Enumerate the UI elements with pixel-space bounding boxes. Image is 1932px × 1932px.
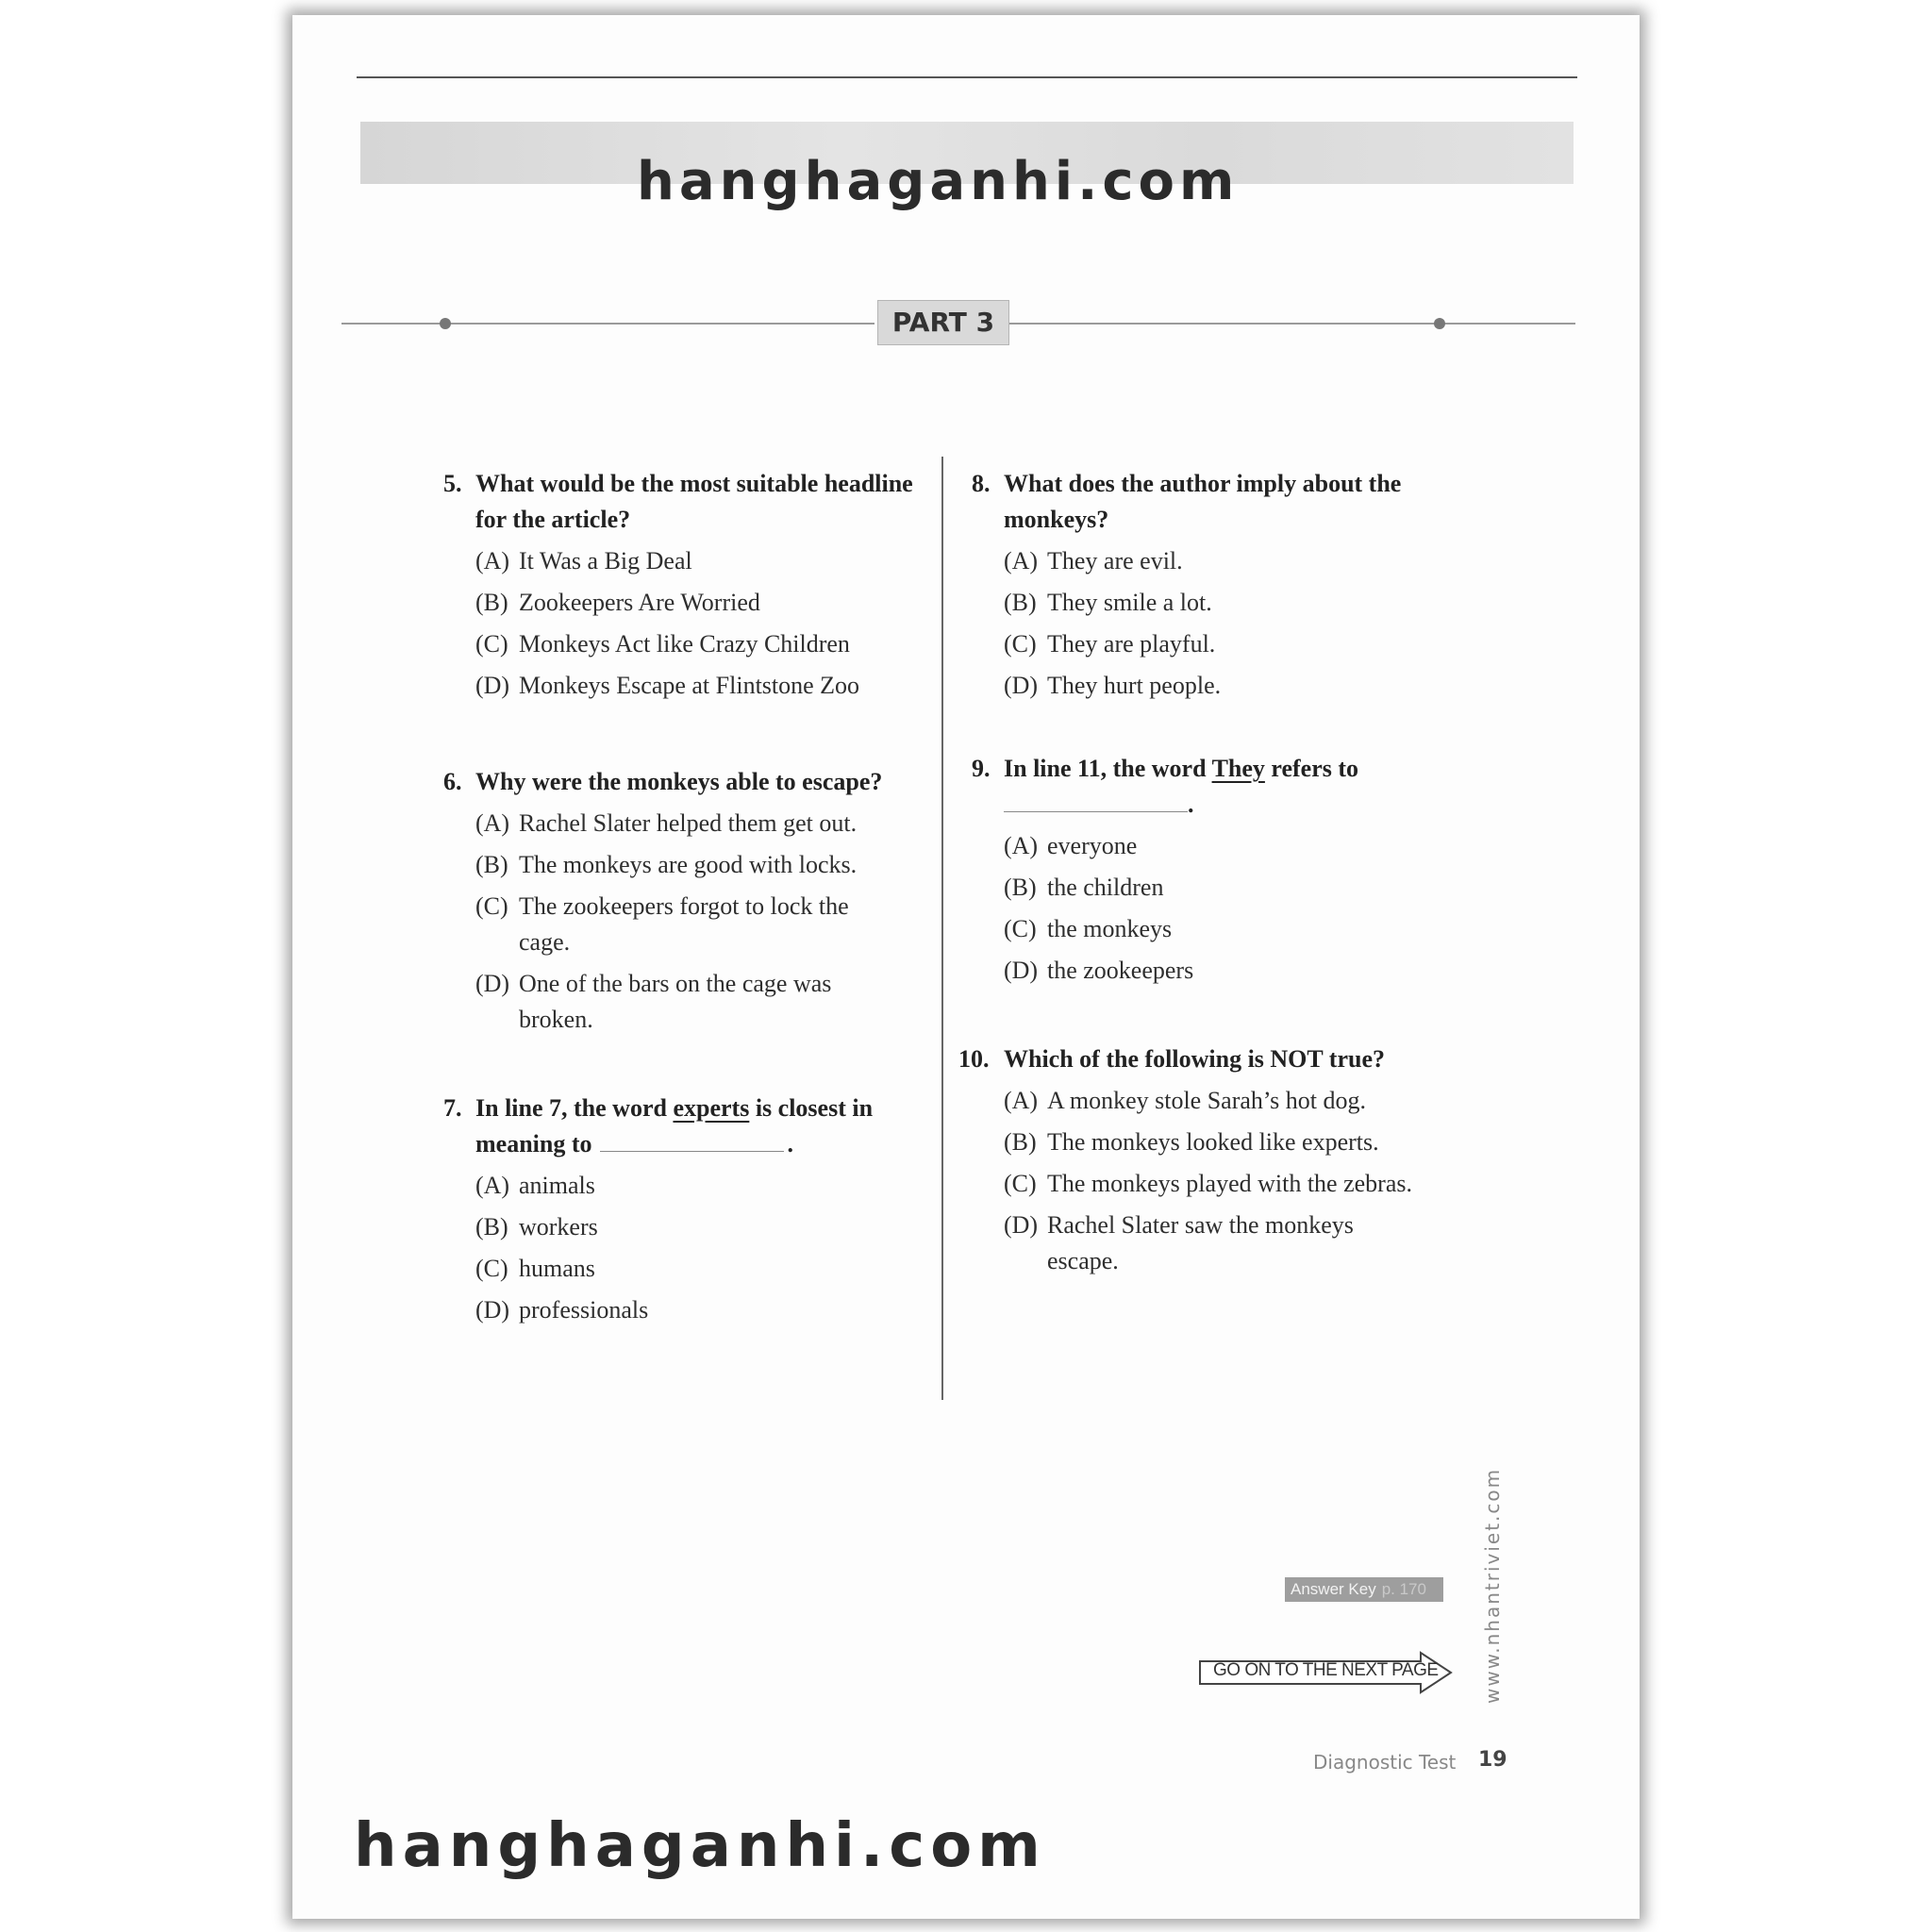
option-d	[1004, 1208, 1415, 1279]
option-letter: (C)	[475, 630, 508, 658]
option-text: the monkeys	[1047, 915, 1173, 942]
question-6	[443, 764, 934, 1043]
question-10	[958, 1041, 1468, 1285]
part-divider-dot-right	[1434, 318, 1445, 329]
option-letter: (D)	[475, 672, 510, 699]
question-stem	[443, 764, 934, 800]
option-letter: (D)	[475, 970, 510, 997]
option-a	[1004, 543, 1462, 579]
option-text: One of the bars on the cage was broken.	[519, 970, 832, 1033]
option-letter: (B)	[475, 1213, 508, 1241]
option-letter: (B)	[475, 589, 508, 616]
option-c	[1004, 1166, 1468, 1202]
next-page-label: GO ON TO THE NEXT PAGE	[1213, 1660, 1439, 1680]
question-text: In line 11, the word	[1004, 755, 1212, 782]
question-8	[972, 466, 1462, 709]
part-label: PART 3	[877, 300, 1009, 345]
option-text: humans	[519, 1255, 595, 1282]
option-letter: (B)	[475, 851, 508, 878]
option-text: Rachel Slater helped them get out.	[519, 809, 858, 837]
option-b	[475, 585, 934, 621]
watermark-top: hanghaganhi.com	[637, 151, 1240, 212]
page-number: 19	[1478, 1748, 1507, 1772]
options-list	[958, 1083, 1468, 1279]
option-d	[475, 668, 934, 704]
footer-label: Diagnostic Test	[1313, 1751, 1457, 1774]
option-a	[475, 543, 934, 579]
option-text: The monkeys looked like experts.	[1047, 1128, 1379, 1156]
question-stem	[443, 1091, 934, 1162]
question-5	[443, 466, 934, 709]
option-text: It Was a Big Deal	[519, 547, 692, 575]
option-letter: (D)	[475, 1296, 510, 1324]
question-number: 6.	[443, 768, 462, 795]
option-c	[1004, 626, 1462, 662]
option-b	[1004, 585, 1462, 621]
question-stem	[443, 466, 934, 538]
option-letter: (A)	[1004, 547, 1039, 575]
option-a	[1004, 1083, 1468, 1119]
option-c	[1004, 911, 1462, 947]
option-c	[475, 626, 934, 662]
option-letter: (D)	[1004, 1211, 1039, 1239]
option-c	[475, 1251, 934, 1287]
option-text: Monkeys Escape at Flintstone Zoo	[519, 672, 860, 699]
option-b	[475, 1209, 934, 1245]
option-text: the zookeepers	[1047, 957, 1194, 984]
options-list	[972, 828, 1462, 989]
option-letter: (C)	[1004, 915, 1037, 942]
question-7	[443, 1091, 934, 1334]
part-divider-left	[341, 323, 874, 325]
option-letter: (A)	[475, 1172, 510, 1199]
question-number: 9.	[972, 755, 991, 782]
question-text: refers to	[1264, 755, 1359, 782]
document-page	[292, 15, 1640, 1919]
option-a	[475, 806, 934, 841]
option-letter: (A)	[1004, 1087, 1039, 1114]
option-text: Rachel Slater saw the monkeys escape.	[1047, 1211, 1354, 1274]
option-text: Monkeys Act like Crazy Children	[519, 630, 850, 658]
options-list	[443, 806, 934, 1038]
top-rule	[357, 76, 1577, 78]
question-text: Which of the following is NOT true?	[1004, 1045, 1385, 1073]
column-divider	[941, 457, 943, 1400]
option-text: Zookeepers Are Worried	[519, 589, 760, 616]
question-number: 5.	[443, 470, 462, 497]
option-d	[475, 1292, 934, 1328]
option-b	[1004, 870, 1462, 906]
option-text: They smile a lot.	[1047, 589, 1212, 616]
question-number: 7.	[443, 1094, 462, 1122]
option-text: animals	[519, 1172, 595, 1199]
option-text: They are evil.	[1047, 547, 1183, 575]
question-number: 10.	[958, 1045, 990, 1073]
question-stem	[972, 466, 1462, 538]
answer-key-page: p. 170	[1381, 1580, 1426, 1598]
option-text: The monkeys are good with locks.	[519, 851, 858, 878]
question-period: .	[1188, 791, 1194, 818]
option-letter: (C)	[475, 1255, 508, 1282]
option-text: The zookeepers forgot to lock the cage.	[519, 892, 849, 956]
next-page-arrow	[1198, 1650, 1460, 1695]
option-letter: (D)	[1004, 957, 1039, 984]
option-letter: (B)	[1004, 1128, 1037, 1156]
watermark-bottom: hanghaganhi.com	[354, 1811, 1046, 1881]
part-divider-right	[1009, 323, 1575, 325]
option-text: professionals	[519, 1296, 649, 1324]
part-divider-dot-left	[440, 318, 451, 329]
option-letter: (D)	[1004, 672, 1039, 699]
option-a	[1004, 828, 1462, 864]
option-b	[1004, 1124, 1468, 1160]
question-text: Why were the monkeys able to escape?	[475, 768, 883, 795]
question-9	[972, 751, 1462, 994]
option-letter: (A)	[1004, 832, 1039, 859]
question-period: .	[787, 1130, 793, 1158]
option-letter: (B)	[1004, 874, 1037, 901]
option-b	[475, 847, 934, 883]
option-text: everyone	[1047, 832, 1138, 859]
question-stem	[972, 751, 1462, 823]
answer-key-tag	[1285, 1577, 1443, 1602]
answer-key-label: Answer Key	[1291, 1580, 1376, 1598]
question-text: What does the author imply about the monkeys?	[1004, 470, 1402, 533]
option-letter: (C)	[1004, 1170, 1037, 1197]
option-letter: (A)	[475, 547, 510, 575]
question-number: 8.	[972, 470, 991, 497]
option-d	[1004, 668, 1462, 704]
option-c	[475, 889, 896, 960]
option-letter: (C)	[475, 892, 508, 920]
option-letter: (C)	[1004, 630, 1037, 658]
option-d	[1004, 953, 1462, 989]
underlined-word: experts	[673, 1094, 750, 1122]
option-text: A monkey stole Sarah’s hot dog.	[1047, 1087, 1366, 1114]
option-text: workers	[519, 1213, 598, 1241]
options-list	[443, 543, 934, 704]
options-list	[443, 1168, 934, 1328]
underlined-word: They	[1211, 755, 1265, 782]
options-list	[972, 543, 1462, 704]
option-text: the children	[1047, 874, 1164, 901]
question-stem	[958, 1041, 1468, 1077]
side-url: www.nhantriviet.com	[1481, 1467, 1504, 1704]
option-text: They are playful.	[1047, 630, 1216, 658]
answer-blank	[1004, 791, 1188, 812]
option-letter: (A)	[475, 809, 510, 837]
option-a	[475, 1168, 934, 1204]
question-text: What would be the most suitable headline for the article?	[475, 470, 913, 533]
option-d	[475, 966, 906, 1038]
question-text: is closest in meaning to	[475, 1094, 874, 1158]
option-text: The monkeys played with the zebras.	[1047, 1170, 1412, 1197]
option-text: They hurt people.	[1047, 672, 1222, 699]
option-letter: (B)	[1004, 589, 1037, 616]
question-text: In line 7, the word	[475, 1094, 674, 1122]
answer-blank	[600, 1130, 784, 1152]
